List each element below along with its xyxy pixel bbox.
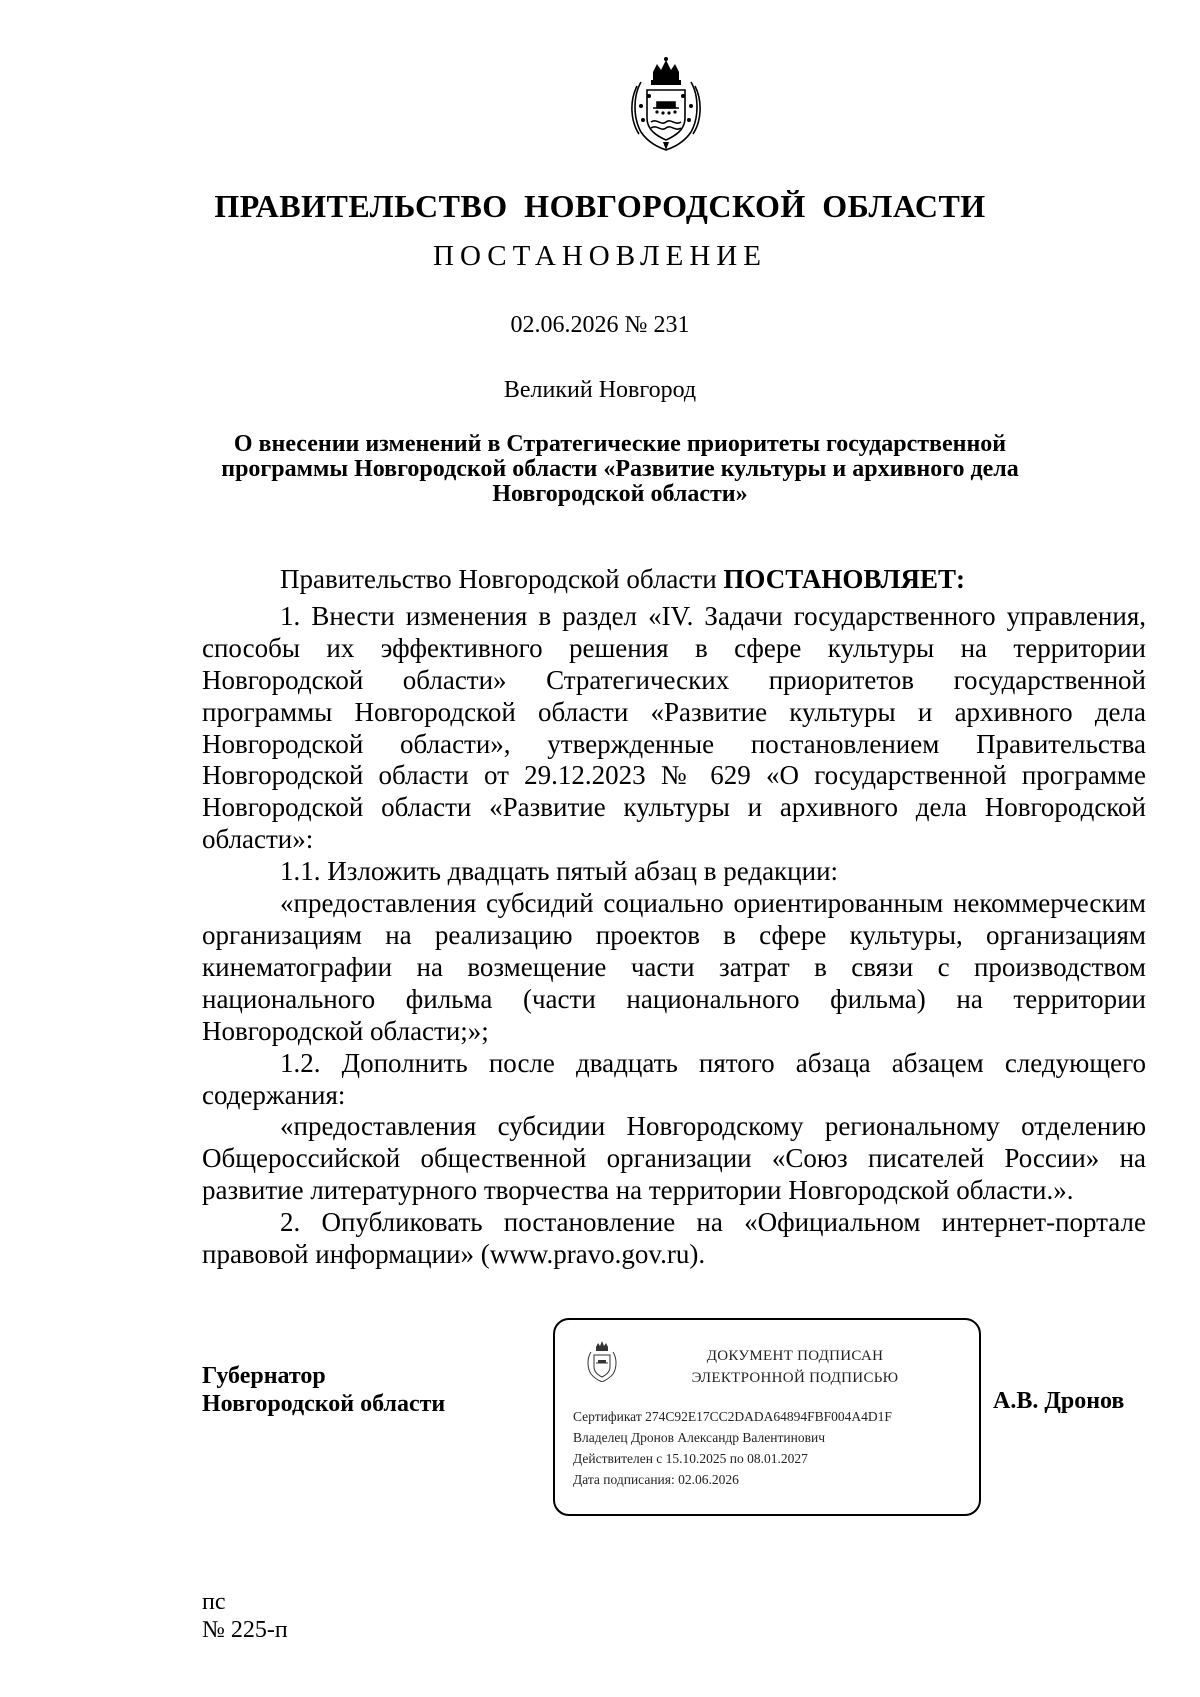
city: Великий Новгород <box>503 377 697 403</box>
stamp-heading-line: ЭЛЕКТРОННОЙ ПОДПИСЬЮ <box>691 1370 899 1386</box>
stamp-details <box>573 1406 892 1490</box>
signer-title <box>202 1362 445 1418</box>
certificate-validity: Действителен с 15.10.2025 по 08.01.2027 <box>573 1451 808 1466</box>
registration-note-line: пс <box>202 1589 226 1615</box>
intro-paragraph <box>202 564 1146 596</box>
stamp-heading-line: ДОКУМЕНТ ПОДПИСАН <box>706 1348 884 1364</box>
electronic-signature-stamp <box>553 1318 981 1516</box>
intro-decree: ПОСТАНОВЛЯЕТ: <box>723 564 965 594</box>
signer-name: А.В. Дронов <box>993 1388 1125 1414</box>
heading-line: О внесении изменений в Стратегические приоритеты государственной <box>233 431 1007 457</box>
coat-of-arms-icon <box>585 1340 619 1382</box>
signing-date: Дата подписания: 02.06.2026 <box>573 1472 739 1487</box>
government-title: ПРАВИТЕЛЬСТВО НОВГОРОДСКОЙ ОБЛАСТИ <box>214 188 986 224</box>
document-type: ПОСТАНОВЛЕНИЕ <box>433 240 767 272</box>
clause-1-1-text: «предоставления субсидий социально ориентированным некоммерческим организациям на реализацию проектов в сфере культуры, организациям кинематографии на возмещение части затрат в связи с производством национального фильма (части национального фильма) на территории Новгородской области;»; <box>202 888 1146 1046</box>
stamp-heading <box>665 1345 925 1389</box>
clause-1-1: 1.1. Изложить двадцать пятый абзац в редакции: <box>280 856 839 887</box>
clause-1-2-text: «предоставления субсидии Новгородскому региональному отделению Общероссийской общественной организации «Союз писателей России» на развитие литературного творчества на территории Новгородской области.». <box>202 1111 1146 1206</box>
novgorod-coat-of-arms-icon <box>627 56 705 152</box>
resolution-body <box>202 564 1146 1271</box>
registration-note <box>202 1588 288 1644</box>
resolution-heading <box>200 432 1040 507</box>
clause-2: 2. Опубликовать постановление на «Официальном интернет-портале правовой информации» (www.pravo.gov.ru). <box>202 1207 1146 1270</box>
signer-title-line: Губернатор <box>202 1363 326 1389</box>
date-and-number: 02.06.2026 № 231 <box>510 312 690 338</box>
certificate-number: Сертификат 274C92E17CC2DADA64894FBF004A4D1F <box>573 1409 892 1424</box>
heading-line: Новгородской области» <box>492 481 748 507</box>
clause-1-2: 1.2. Дополнить после двадцать пятого абзаца абзацем следующего содержания: <box>202 1047 1146 1110</box>
intro-text: Правительство Новгородской области <box>280 564 724 594</box>
heading-line: программы Новгородской области «Развитие культуры и архивного дела <box>221 456 1019 482</box>
signer-title-line: Новгородской области <box>202 1391 446 1417</box>
registration-number: № 225-п <box>202 1617 288 1643</box>
clause-1: 1. Внести изменения в раздел «IV. Задачи государственного управления, способы их эффективного решения в сфере культуры на территории Новгородской области» Стратегических приоритетов государственной программы Новгородской области «Развитие культуры и архивного дела Новгородской области», утвержденные постановлением Правительства Новгородской области от 29.12.2023 № 629 «О государственной программе Новгородской области «Развитие культуры и архивного дела Новгородской области»: <box>202 600 1146 855</box>
certificate-owner: Владелец Дронов Александр Валентинович <box>573 1430 825 1445</box>
